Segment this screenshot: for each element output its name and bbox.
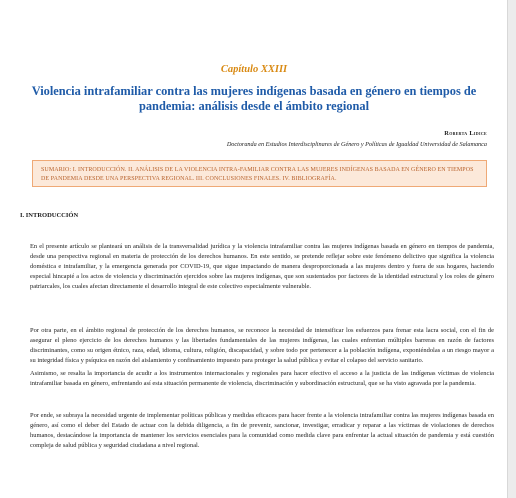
body-paragraph: En el presente artículo se planteará un análisis de la transversalidad jurídica y la violencia intrafamiliar contra las mujeres indígenas basada en género en tiempos de pandemia, desde una perspectiva regional en materia de protección de los derechos humanos. En este sentido, se pretende reflejar sobre este fenómeno delictivo que significa la violencia doméstica e intrafamiliar, y la emergencia generada por COVID-19, que sigue impactando de manera desproporcionada a las mujeres dentro y fuera de sus hogares, haciendo especial hincapié a los actos de violencia y discriminación ejercidos sobre las mujeres indígenas, que son sustentados por factores de la identidad estructural y los roles de género patriarcales, los cuales afectan directamente el desarrollo integral de este colectivo especialmente vulnerable. bbox=[30, 243, 494, 290]
body-paragraph: Por ende, se subraya la necesidad urgente de implementar políticas públicas y medidas eficaces para hacer frente a la violencia intrafamiliar contra las mujeres indígenas basada en género, así como el deber del Estado de actuar con la debida diligencia, a fin de prevenir, sancionar, investigar, erradicar y reparar a las víctimas de violaciones de derechos humanos, destacándose la importancia de mantener los servicios esenciales para la comunidad como medida clave para enfrentar la actual situación de pandemia y está cuestión compleja de salud pública y seguridad ciudadana a nivel regional. bbox=[30, 412, 494, 449]
body-paragraph: Asimismo, se resalta la importancia de acudir a los instrumentos internacionales y regionales para hacer efectivo el acceso a la justicia de las indígenas víctimas de violencia intrafamiliar basada en género, enfrentando así esta situación permanente de violencia, discriminación y subordinación estructural, que se ha visto agravada por la pandemia. bbox=[30, 370, 494, 387]
author-affiliation: Doctoranda en Estudios Interdisciplinares de Género y Políticas de Igualdad Universidad de Salamanca bbox=[226, 141, 487, 148]
chapter-label: Capítulo XXIII bbox=[220, 64, 288, 75]
author-name: Roberta Lidice bbox=[444, 130, 487, 137]
article-title: Violencia intrafamiliar contra las mujeres indígenas basada en género en tiempos de pandemia: análisis desde el ámbito regional bbox=[31, 84, 477, 113]
body-paragraph: Por otra parte, en el ámbito regional de protección de los derechos humanos, se reconoce la necesidad de intensificar los esfuerzos para frenar esta lacra social, con el fin de asegurar el pleno ejercicio de los derechos humanos y las libertades fundamentales de las mujeres indígenas, las cuales enfrentan múltiples barreras en razón de factores discriminantes, como su origen étnico, raza, edad, idioma, cultura, religión, discapacidad, y sobre todo por pertenecer a la población indígena, exponiéndolas a un riesgo mayor a su integridad física y psíquica en razón del aislamiento y confinamiento impuesto para proteger la salud pública y evitar el colapso del servicio sanitario. bbox=[30, 327, 494, 364]
section-heading: I. INTRODUCCIÓN bbox=[20, 212, 79, 219]
summary-box: SUMARIO: I. INTRODUCCIÓN. II. ANÁLISIS DE LA VIOLENCIA INTRA-FAMILIAR CONTRA LAS MUJERES INDÍGENAS BASADA EN GÉNERO EN TIEMPOS DE PANDEMIA DESDE UNA PERSPECTIVA REGIONAL. III. CONCLUSIONES FINALES. IV. BIBLIOGRAFÍA. bbox=[32, 160, 487, 187]
